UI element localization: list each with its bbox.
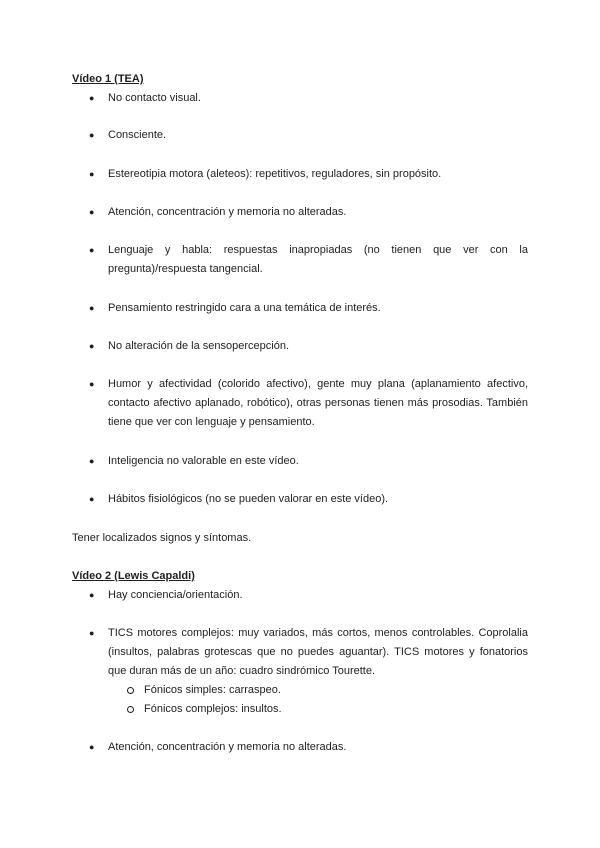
- bullet-icon: ●: [89, 742, 95, 752]
- list-item-text: Estereotipia motora (aleteos): repetitivos, reguladores, sin propósito.: [108, 168, 442, 180]
- list-item-text: Consciente.: [108, 129, 167, 141]
- list-item: [72, 586, 528, 605]
- bullet-icon: ●: [89, 341, 95, 351]
- sub-list-item: [108, 681, 528, 700]
- list-item-text: Inteligencia no valorable en este vídeo.: [108, 455, 299, 467]
- circle-bullet-icon: [127, 687, 134, 694]
- bullet-icon: ●: [89, 494, 95, 504]
- list-item-text: TICS motores complejos: muy variados, más cortos, menos controlables. Coprolalia (insultos, palabras grotescas que no puedes aguantar). TICS motores y fonatorios que duran más de un año: cuadro sindrómico Tourette.: [108, 627, 528, 677]
- list-item-text: No contacto visual.: [108, 92, 201, 104]
- list-item: [72, 89, 528, 108]
- list-item: [72, 203, 528, 222]
- bullet-icon: ●: [89, 379, 95, 389]
- list-item: [72, 490, 528, 509]
- bullet-icon: ●: [89, 130, 95, 140]
- list-item: [72, 126, 528, 145]
- bullet-icon: ●: [89, 628, 95, 638]
- bullet-icon: ●: [89, 169, 95, 179]
- list-item-text: Hay conciencia/orientación.: [108, 589, 243, 601]
- list-item-text: Atención, concentración y memoria no alteradas.: [108, 741, 347, 753]
- list-item-text: Lenguaje y habla: respuestas inapropiadas (no tienen que ver con la pregunta)/respuesta tangencial.: [108, 244, 528, 275]
- list-item: [72, 165, 528, 184]
- list-item: [72, 299, 528, 318]
- list-item-text: No alteración de la sensopercepción.: [108, 340, 290, 352]
- sub-list-item: [108, 700, 528, 719]
- bullet-icon: ●: [89, 245, 95, 255]
- list-item: [72, 452, 528, 471]
- list-item-text: Humor y afectividad (colorido afectivo), gente muy plana (aplanamiento afectivo, contacto afectivo aplanado, robótico), otras personas tienen más prosodias. También tiene que ver con lenguaje y pensamiento.: [108, 378, 528, 428]
- bullet-icon: ●: [89, 93, 95, 103]
- section-2-title: Vídeo 2 (Lewis Capaldi): [72, 570, 195, 582]
- list-item-text: Hábitos fisiológicos (no se pueden valorar en este vídeo).: [108, 493, 389, 505]
- list-item: [72, 738, 528, 757]
- bullet-icon: ●: [89, 303, 95, 313]
- list-item: [72, 624, 528, 681]
- bullet-icon: ●: [89, 207, 95, 217]
- circle-bullet-icon: [127, 706, 134, 713]
- section-1-note: Tener localizados signos y síntomas.: [72, 532, 252, 544]
- sub-list-item-text: Fónicos complejos: insultos.: [144, 703, 282, 715]
- bullet-icon: ●: [89, 456, 95, 466]
- bullet-icon: ●: [89, 590, 95, 600]
- list-item: [72, 241, 528, 279]
- list-item-text: Atención, concentración y memoria no alteradas.: [108, 206, 347, 218]
- list-item-text: Pensamiento restringido cara a una temática de interés.: [108, 302, 381, 314]
- list-item: [72, 337, 528, 356]
- sub-list-item-text: Fónicos simples: carraspeo.: [144, 684, 281, 696]
- section-1-title: Vídeo 1 (TEA): [72, 73, 144, 85]
- list-item: [72, 375, 528, 432]
